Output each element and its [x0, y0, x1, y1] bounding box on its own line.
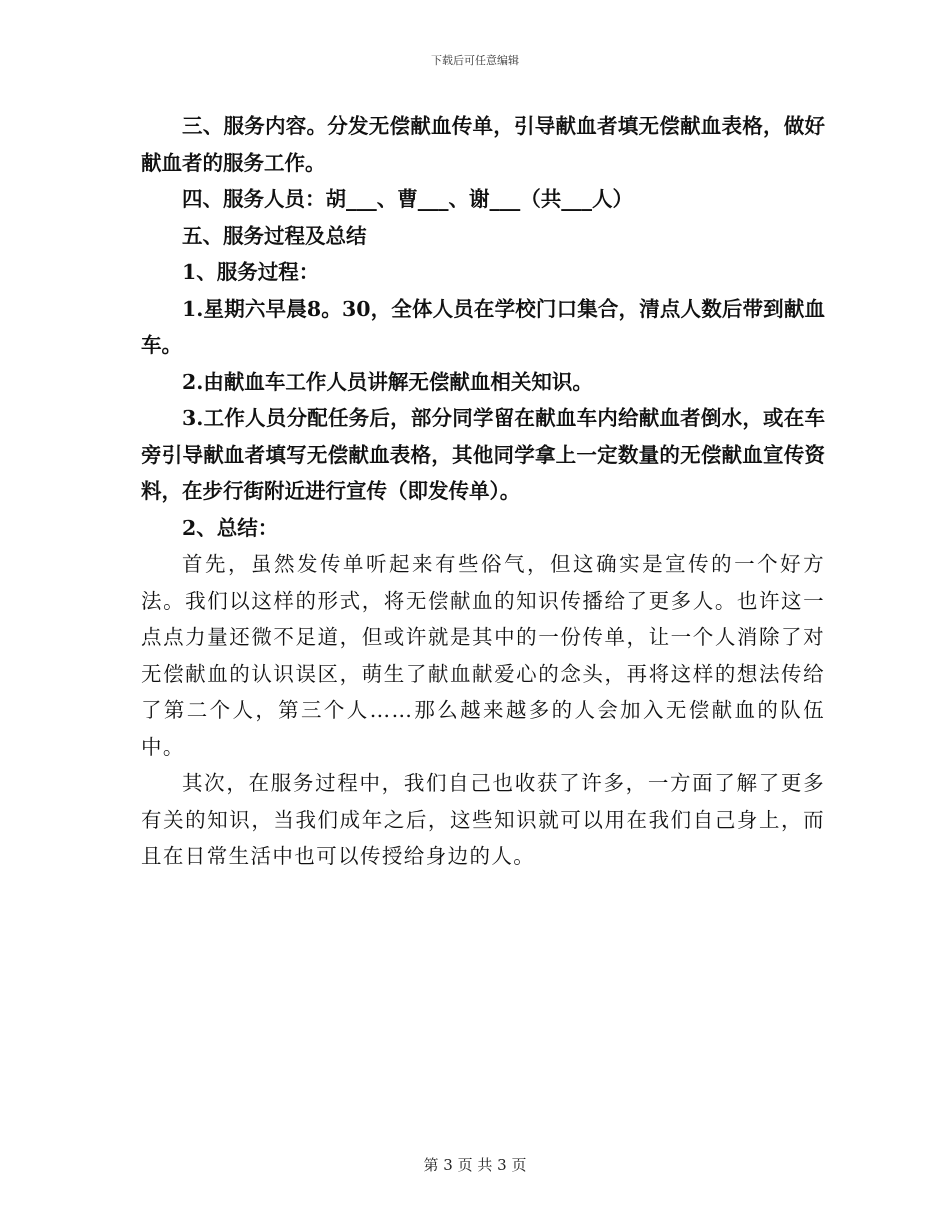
process-step-1: 1.星期六早晨8。30，全体人员在学校门口集合，清点人数后带到献血车。 — [141, 296, 825, 357]
section-process-summary-heading: 五、服务过程及总结 — [182, 223, 367, 248]
summary-paragraph-first: 首先，虽然发传单听起来有些俗气，但这确实是宣传的一个好方法。我们以这样的形式，将无偿献血的知识传播给了更多人。也许这一点点力量还微不足道，但或许就是其中的一份传单，让一个人消除了对无偿献血的认识误区，萌生了献血献爱心的念头，再将这样的想法传给了第二个人，第三个人……那么越来越多的人会加入无偿献血的队伍中。 — [141, 552, 825, 759]
document-body — [141, 108, 825, 875]
section-service-staff: 四、服务人员：胡___、曹___、谢___（共___人） — [182, 187, 633, 211]
process-step-2: 2.由献血车工作人员讲解无偿献血相关知识。 — [182, 369, 593, 394]
summary-paragraph-second: 其次，在服务过程中，我们自己也收获了许多，一方面了解了更多有关的知识，当我们成年之后，这些知识就可以用在我们自己身上，而且在日常生活中也可以传授给身边的人。 — [141, 771, 825, 868]
subheading-service-process: 1、服务过程： — [182, 260, 320, 284]
process-step-3: 3.工作人员分配任务后，部分同学留在献血车内给献血者倒水，或在车旁引导献血者填写无偿献血表格，其他同学拿上一定数量的无偿献血宣传资料，在步行街附近进行宣传（即发传单）。 — [141, 406, 825, 503]
section-service-content: 三、服务内容。分发无偿献血传单，引导献血者填无偿献血表格，做好献血者的服务工作。 — [141, 114, 825, 175]
page-footer: 第 3 页 共 3 页 — [423, 1156, 527, 1174]
subheading-summary: 2、总结： — [182, 515, 279, 540]
page-header: 下载后可任意编辑 — [431, 54, 519, 67]
